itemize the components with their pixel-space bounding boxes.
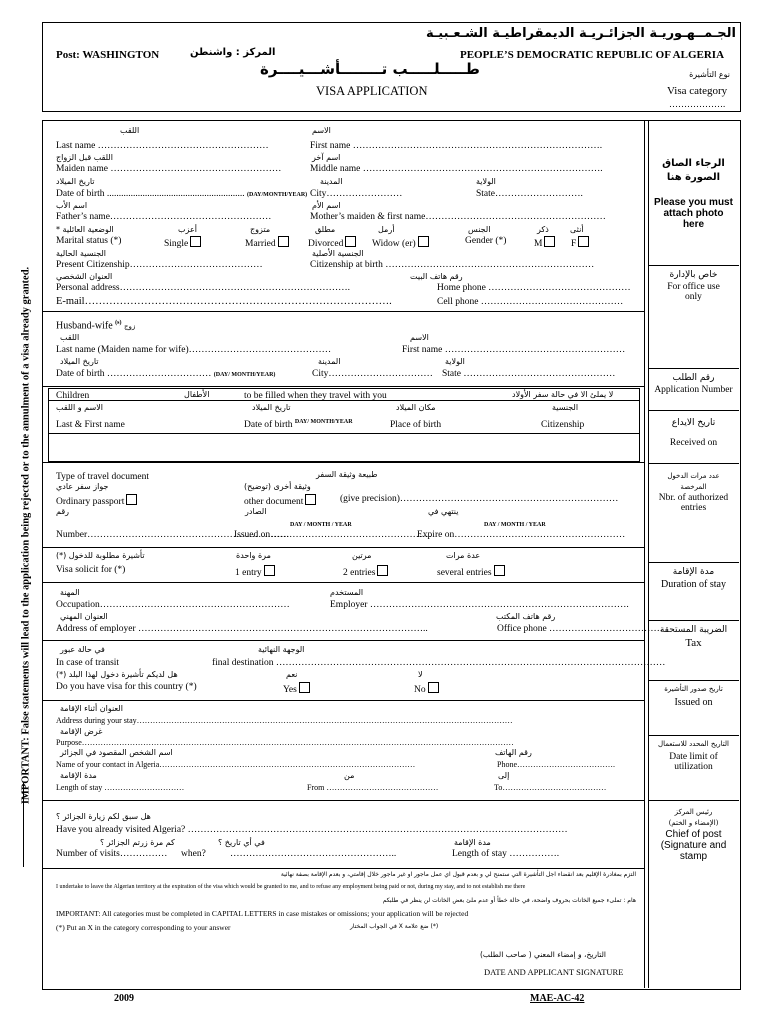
solicit-label: Visa solicit for (*) (56, 565, 126, 575)
footer-year: 2009 (114, 993, 134, 1004)
no-ar: لا (418, 670, 423, 679)
final-dest-ar: الوجهة النهائية (258, 645, 305, 654)
child-citizenship-header: Citizenship (541, 420, 585, 430)
doc-type-label: Type of travel document (56, 472, 149, 482)
capital-note (56, 909, 468, 918)
ordinary-ar: جواز سفر عادي (56, 482, 109, 491)
no-checkbox[interactable] (428, 682, 439, 693)
ordinary-label: Ordinary passport (56, 497, 125, 507)
stay-ar: مدة الإقامة (454, 838, 491, 847)
final-destination-field[interactable]: final destination …………………………………………………………………………………………………………… (212, 658, 666, 668)
photo-ar-2: الصورة هنا (666, 172, 721, 183)
spouse-label (56, 320, 135, 331)
firstname-field[interactable]: First name ……………………………………………………………………. (310, 141, 603, 151)
widow-option[interactable] (372, 236, 429, 249)
children-ar: الأطفال (184, 390, 210, 399)
yes-checkbox[interactable] (299, 682, 310, 693)
male-label: M (534, 239, 543, 249)
sidebar-limit (648, 740, 739, 772)
male-option[interactable] (534, 236, 555, 249)
spouse-lastname-ar: اللقب (60, 333, 80, 342)
address-field[interactable]: Personal address………………………………………………………………. (56, 283, 350, 293)
solicit-ar: تأشيرة مطلوبة للدخول (*) (56, 551, 145, 560)
office-phone-field[interactable]: Office phone ……………………………… (497, 624, 664, 634)
spouse-lastname-field[interactable]: Last name (Maiden name for wife)……………………………………… (56, 345, 332, 355)
spouse-firstname-field[interactable]: First name ………………………………………………… (402, 345, 626, 355)
marital-label: Marital status (*) (56, 236, 122, 246)
city-field[interactable]: City…………………… (310, 189, 403, 199)
spouse-firstname-ar: الاسم (410, 333, 429, 342)
sidebar-chief (648, 808, 739, 862)
issued-label: Issued on (674, 697, 713, 708)
sidebar-divider (648, 735, 739, 736)
section-divider (42, 868, 644, 869)
other-doc-ar: وثيقة أخرى (توضيح) (244, 482, 311, 491)
photo-line-3: here (682, 219, 705, 230)
visited-field[interactable]: Have you already visited Algeria? ………………………………………………………………………………………………………… (56, 825, 568, 835)
spouse-sup: (s) (115, 320, 122, 326)
spouse-dob-format: (DAY/ MONTH/YEAR) (213, 372, 276, 378)
entries-ar-1: عدد مرات الدخول (667, 472, 720, 480)
photo-line-2: attach photo (663, 208, 724, 219)
visa-category-field[interactable]: ………………. (669, 99, 726, 109)
female-ar: أنثى (570, 225, 584, 234)
yes-label: Yes (283, 685, 297, 695)
female-option[interactable] (571, 236, 589, 249)
sidebar-divider (648, 265, 739, 266)
tax-label: Tax (685, 637, 702, 649)
dob-field[interactable] (56, 189, 307, 199)
x-note: (*) Put an X in the category corresponding to your answer (56, 923, 231, 932)
married-option[interactable] (245, 236, 289, 249)
doc-type-ar: طبيعة وثيقة السفر (316, 470, 378, 479)
capital-ar: هام : تملىء جميع الخانات بحروف واضحة، في حالة خطأ أو عدم ملئ بعض الخانات لن ينظر في طلبكم (382, 897, 636, 904)
single-option[interactable] (164, 236, 201, 249)
lastname-ar: اللقب (120, 126, 140, 135)
two-entries-option[interactable] (343, 565, 388, 578)
limit-ar: التاريخ المحدد للاستعمال (658, 740, 729, 748)
yes-option[interactable] (283, 682, 310, 695)
stay-to-field[interactable]: To………………………………… (494, 783, 607, 792)
spouse-ar: زوج (124, 322, 136, 331)
spouse-text: Husband-wife (56, 320, 113, 332)
sidebar-appno (648, 373, 739, 395)
visa-country-label: Do you have visa for this country (*) (56, 682, 197, 692)
no-option[interactable] (414, 682, 439, 695)
limit-line-2: utilization (674, 762, 713, 772)
section-divider (42, 700, 644, 701)
divorced-option[interactable] (308, 236, 356, 249)
occupation-field[interactable]: Occupation…………………………………………………… (56, 600, 290, 610)
email-field[interactable]: E-mail……………………………………………………………………………. (56, 296, 392, 307)
male-ar: ذكر (537, 225, 549, 234)
sidebar-photo (648, 158, 739, 230)
two-entries-ar: مرتين (352, 551, 372, 560)
transit-label: In case of transit (56, 658, 120, 668)
single-checkbox[interactable] (190, 236, 201, 247)
header-republic: PEOPLE’S DEMOCRATIC REPUBLIC OF ALGERIA (460, 49, 725, 61)
when-field[interactable]: …………………………………………….. (230, 849, 397, 859)
doc-issued-field[interactable]: Issued on…………………………………………… (234, 530, 432, 540)
undertake-text: I undertake to leave the Algerian territory at the expiration of the visa which would be granted to me, and to refuse any employment being paid or not, during my stay, and to not establish me there (56, 884, 526, 890)
office-ar: خاص بالإدارة (669, 270, 718, 280)
firstname-ar: الاسم (312, 126, 331, 135)
two-entries-checkbox[interactable] (377, 565, 388, 576)
section-divider (42, 582, 644, 583)
children-table-row-line (48, 433, 639, 434)
from-ar: من (344, 771, 355, 780)
several-checkbox[interactable] (494, 565, 505, 576)
contact-field[interactable]: Name of your contact in Algeria…………………………………………………………………………………… (56, 760, 416, 769)
child-pob-ar: مكان الميلاد (396, 403, 436, 412)
tax-ar: الضريبة المستحقة (659, 625, 728, 635)
sidebar-divider (648, 368, 739, 369)
occupation-ar: المهنة (60, 588, 80, 597)
maiden-field[interactable]: Maiden name ……………………………………………… (56, 164, 282, 174)
child-dob-header (244, 420, 353, 430)
one-entry-ar: مرة واحدة (236, 551, 271, 560)
section-divider (42, 311, 644, 312)
marital-ar: الوضعية العائلية * (56, 225, 114, 234)
child-dob-format: DAY/ MONTH/YEAR (294, 419, 353, 425)
several-option[interactable] (437, 565, 505, 578)
child-pob-header: Place of birth (390, 420, 442, 430)
chief-line-1: Chief of post (665, 829, 722, 840)
sidebar-divider (648, 463, 739, 464)
x-note-ar: (*) ضع علامة X في الجواب المختار (350, 923, 439, 930)
divorced-ar: مطلق (315, 225, 336, 234)
sidebar-received (648, 418, 739, 448)
one-entry-option[interactable] (235, 565, 275, 578)
father-field[interactable]: Father’s name…………………………………………… (56, 212, 272, 222)
header-post-ar: المركز : واشنطن (190, 47, 276, 58)
employer-ar: المستخدم (330, 588, 364, 597)
received-ar: تاريخ الايداع (671, 418, 716, 428)
lastname-field[interactable]: Last name ……………………………………………… (56, 141, 269, 151)
single-ar: أعزب (178, 225, 197, 234)
yes-ar: نعم (286, 670, 298, 679)
sidebar-divider (648, 410, 739, 411)
entries-line-2: entries (680, 503, 707, 513)
visited-ar: هل سبق لكم زيارة الجزائر ؟ (56, 812, 151, 821)
side-important-underline (23, 783, 25, 867)
visa-category-label: Visa category (667, 85, 728, 97)
office-phone-ar: رقم هاتف المكتب (496, 612, 556, 621)
appno-label: Application Number (654, 385, 733, 395)
precision-field[interactable]: (give precision)…………………………………………………………… (340, 494, 619, 504)
appno-ar: رقم الطلب (672, 373, 715, 383)
page-title: VISA APPLICATION (316, 84, 428, 98)
section-divider (42, 386, 644, 387)
other-doc-checkbox[interactable] (305, 494, 316, 505)
widow-label: Widow (er) (372, 239, 416, 249)
state-field[interactable]: State………………………. (476, 189, 583, 199)
signature-label[interactable]: DATE AND APPLICANT SIGNATURE (484, 967, 624, 977)
duration-ar: مدة الإقامة (672, 567, 715, 577)
doc-expire-field[interactable]: Expire on……………………………………………… (417, 530, 626, 540)
divorced-checkbox[interactable] (345, 236, 356, 247)
ordinary-option[interactable] (56, 494, 137, 507)
photo-ar-1: الرجاء الصاق (662, 158, 725, 169)
form-code: MAE-AC-42 (530, 993, 585, 1004)
child-name-ar: الاسم و اللقب (56, 403, 103, 412)
male-checkbox[interactable] (544, 236, 555, 247)
mother-field[interactable]: Mother’s maiden & first name………………………………………………… (310, 212, 606, 222)
expire-date-format: DAY / MONTH / YEAR (484, 522, 546, 528)
spouse-dob-label: Date of birth …………………………… (56, 369, 212, 379)
one-entry-checkbox[interactable] (264, 565, 275, 576)
dob-field-label: Date of birth .......................................................... (56, 189, 245, 199)
header-visa-request-ar: طـــــلـــــب تــــــــأشـــيــــرة (260, 60, 480, 78)
header-republic-ar: الجـمــهـوريـة الجزائـريـة الديمقراطيـة الشـعـبيـة (425, 26, 736, 41)
doc-number-field[interactable]: Number………………………………………………………. (56, 530, 290, 540)
sidebar-divider (648, 800, 739, 801)
visits-ar: كم مرة زرتم الجزائر ؟ (100, 838, 175, 847)
entries-line-1: Nbr. of authorized (658, 493, 729, 503)
several-label: several entries (437, 568, 492, 578)
stay-address-ar: العنوان أثناء الإقامة (60, 704, 123, 713)
number-ar: رقم (56, 507, 70, 516)
section-divider (42, 800, 644, 801)
visa-country-ar: هل لديكم تأشيرة دخول لهذا البلد (*) (56, 670, 178, 679)
spouse-state-ar: الولاية (445, 357, 465, 366)
photo-line-1: Please you must (654, 197, 733, 208)
gender-label: Gender (*) (465, 236, 507, 246)
chief-line-2: (Signature and (660, 840, 727, 851)
expire-ar: ينتهي في (428, 507, 459, 516)
header-post: Post: WASHINGTON (56, 49, 160, 61)
one-entry-label: 1 entry (235, 568, 262, 578)
children-label: Children (56, 391, 90, 401)
transit-ar: في حالة عبور (60, 645, 105, 654)
divorced-label: Divorced (308, 239, 344, 249)
child-dob-label: Date of birth (244, 420, 293, 430)
gender-ar: الجنس (468, 225, 491, 234)
sidebar-duration (648, 567, 739, 590)
when-ar: في أي تاريخ ؟ (218, 838, 265, 847)
married-checkbox[interactable] (278, 236, 289, 247)
child-citizenship-ar: الجنسية (552, 403, 579, 412)
stay-from-field[interactable]: From …………………………………… (307, 783, 439, 792)
mother-ar: اسم الأم (312, 201, 341, 210)
children-note-ar: لا يملئ الا في حالة سفر الأولاد (512, 390, 614, 399)
spouse-city-field[interactable]: City…………………………… (312, 369, 433, 379)
emp-address-field[interactable]: Address of employer ……………………………………………………………………………….. (56, 624, 428, 634)
home-phone-field[interactable]: Home phone ……………………………………… (437, 283, 631, 293)
chief-ar-2: (الإمضاء و الختم) (668, 819, 719, 827)
state-ar: الولاية (476, 177, 496, 186)
female-checkbox[interactable] (578, 236, 589, 247)
citizenship-birth-ar: الجنسية الأصلية (312, 249, 364, 258)
address-ar: العنوان الشخصي (56, 272, 113, 281)
spouse-dob-field[interactable] (56, 369, 275, 379)
entries-ar-2: المرخصة (680, 483, 707, 491)
sidebar-divider (648, 620, 739, 621)
ordinary-checkbox[interactable] (126, 494, 137, 505)
middle-field[interactable]: Middle name …………………………………………………………………. (310, 164, 603, 174)
contact-phone-field[interactable]: Phone………………………………. (497, 760, 615, 769)
header-visa-type-ar: نوع التأشيرة (689, 70, 730, 79)
stay-length-field[interactable]: Length of stay ………………………… (56, 783, 185, 792)
sidebar-issued (648, 685, 739, 708)
female-label: F (571, 239, 577, 249)
other-doc-label: other document (244, 497, 304, 507)
section-divider (42, 547, 644, 548)
issued-on-ar: الصادر (245, 507, 267, 516)
single-label: Single (164, 239, 189, 249)
widow-checkbox[interactable] (418, 236, 429, 247)
form-frame (42, 120, 741, 990)
duration-label: Duration of stay (661, 579, 726, 590)
phone-ar: رقم الهاتف (495, 748, 532, 757)
purpose-field[interactable]: Purpose……………………………………………………………………………………………………………………………………………… (56, 738, 514, 747)
undertake-ar: التزم بمغادرة الإقليم بعد انقضاء اجل التأشيرة التي ستمنح لي و بعدم قبول اي عمل ماجور او غير ماجور خلال إقامتي، و بعدم الإقامة بصفة نهائية (280, 871, 636, 878)
employer-field[interactable]: Employer ………………………………………………………………………. (330, 600, 629, 610)
sidebar-entries (648, 472, 739, 513)
limit-line-1: Date limit of (669, 752, 718, 762)
married-label: Married (245, 239, 276, 249)
sidebar-divider (648, 562, 739, 563)
received-label: Received on (669, 438, 718, 448)
children-note: to be filled when they travel with you (244, 391, 387, 401)
signature-ar: التاريخ، و إمضاء المعني ( صاحب الطلب) (480, 950, 606, 959)
widow-ar: أرمل (378, 225, 395, 234)
sidebar-divider (648, 680, 739, 681)
sidebar-divider (644, 120, 645, 988)
dob-ar: تاريخ الميلاد (56, 177, 95, 186)
citizenship-field[interactable]: Present Citizenship…………………………………… (56, 260, 263, 270)
home-phone-ar: رقم هاتف البيت (410, 272, 463, 281)
chief-ar-1: رئيس المركز (674, 808, 713, 816)
issued-ar: تاريخ صدور التأشيرة (664, 685, 723, 693)
citizenship-birth-field[interactable]: Citizenship at birth ………………………………………………………… (310, 260, 595, 270)
father-ar: اسم الأب (56, 201, 88, 210)
office-line-1: For office use (667, 282, 720, 292)
spouse-city-ar: المدينة (318, 357, 341, 366)
section-divider (42, 640, 644, 641)
side-warning-text: IMPORTANT: False statements will lead to the application being rejected or to the annulment of a visa already granted. (20, 266, 32, 805)
married-ar: متزوج (250, 225, 271, 234)
contact-ar: اسم الشخص المقصود في الجزائر (60, 748, 173, 757)
to-ar: إلى (498, 771, 510, 780)
two-entries-label: 2 entries (343, 568, 376, 578)
dob-format: (DAY/MONTH/YEAR) (247, 192, 308, 198)
issued-date-format: DAY / MONTH / YEAR (290, 522, 352, 528)
sidebar-office (648, 270, 739, 302)
spouse-dob-ar: تاريخ الميلاد (60, 357, 99, 366)
capital-note-label: IMPORTANT: (56, 909, 101, 918)
no-label: No (414, 685, 426, 695)
stay-address-field[interactable]: Address during your stay…………………………………………………………………………………………………………………………… (56, 716, 513, 725)
other-doc-option[interactable] (244, 494, 316, 507)
visit-length-field[interactable]: Length of stay ……………. (452, 849, 560, 859)
office-line-2: only (685, 292, 702, 302)
chief-line-3: stamp (679, 851, 708, 862)
maiden-ar: اللقب قبل الزواج (56, 153, 113, 162)
capital-note-text: All categories must be completed in CAPITAL LETTERS in case mistakes or omissions; your application will be rejected (100, 909, 469, 918)
spouse-state-field[interactable]: State ………………………………………… (442, 369, 616, 379)
purpose-ar: غرض الإقامة (60, 727, 103, 736)
child-dob-ar: تاريخ الميلاد (252, 403, 291, 412)
city-ar: المدينة (320, 177, 343, 186)
middle-ar: اسم آخر (312, 153, 341, 162)
several-ar: عدة مرات (446, 551, 481, 560)
citizenship-ar: الجنسية الحالية (56, 249, 107, 258)
emp-address-ar: العنوان المهني (60, 612, 108, 621)
cell-phone-field[interactable]: Cell phone ……………………………………… (437, 297, 624, 307)
when-label: when? (181, 849, 206, 859)
child-name-header: Last & First name (56, 420, 125, 430)
visits-field[interactable]: Number of visits…………… (56, 849, 168, 859)
length-ar: مدة الإقامة (60, 771, 97, 780)
section-divider (42, 462, 644, 463)
